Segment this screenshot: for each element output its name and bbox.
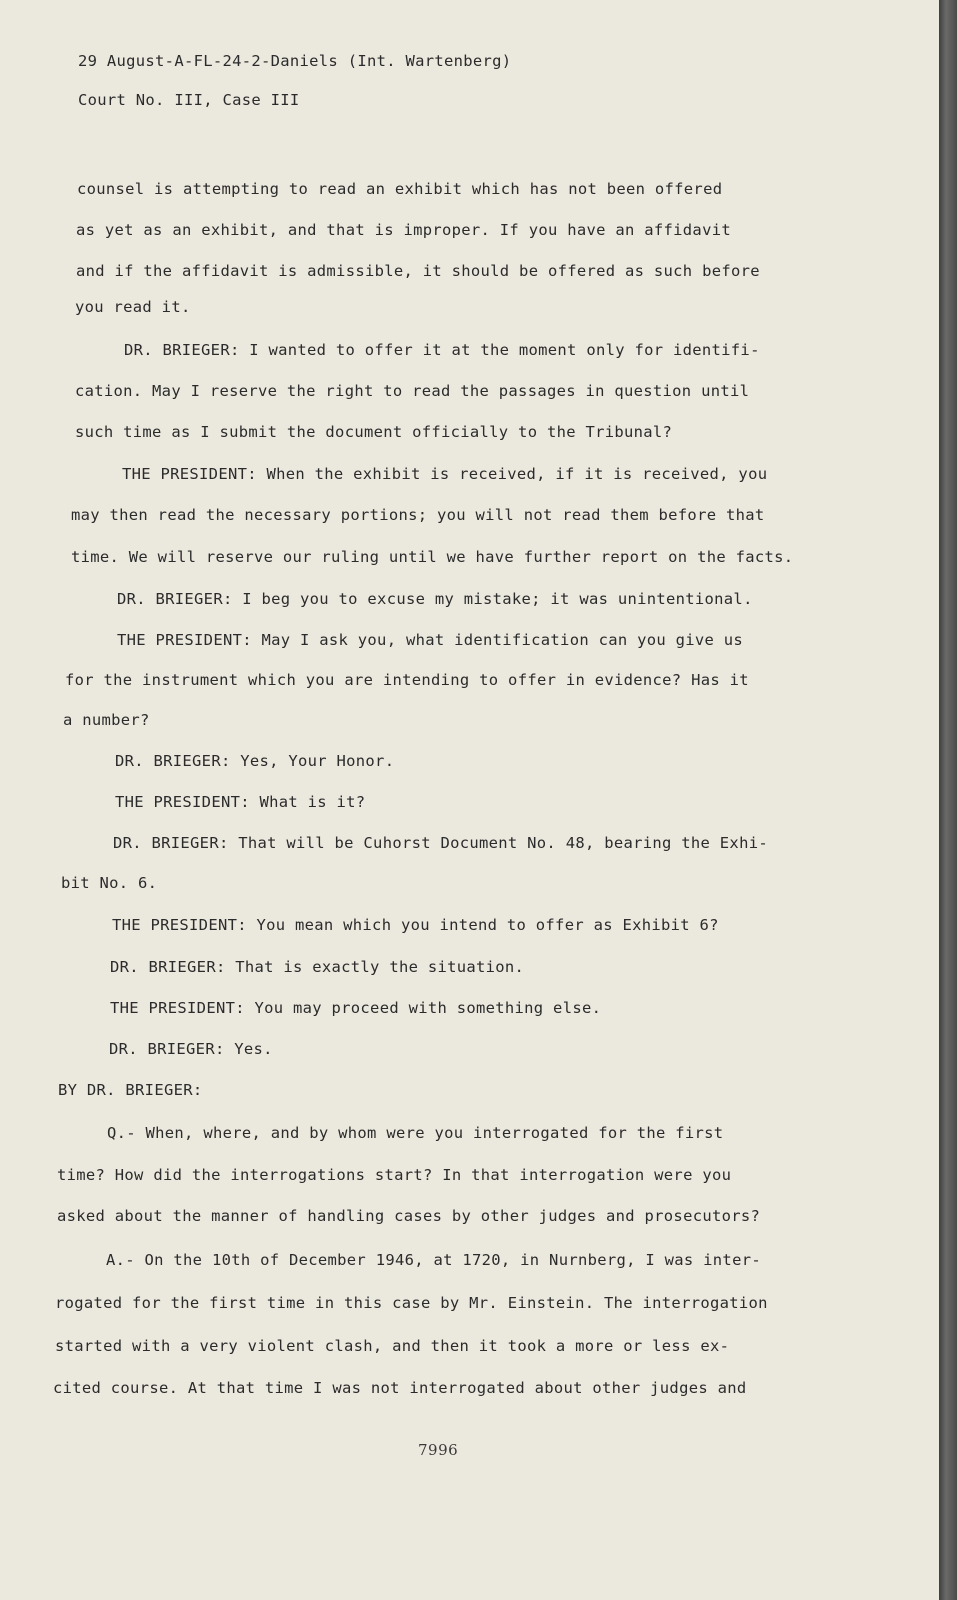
body-line: DR. BRIEGER: Yes. <box>109 1040 273 1058</box>
body-line: DR. BRIEGER: That will be Cuhorst Document No. 48, bearing the Exhi- <box>113 834 768 852</box>
scan-edge <box>939 0 957 1600</box>
body-line: DR. BRIEGER: I beg you to excuse my mistake; it was unintentional. <box>117 590 753 608</box>
body-line: THE PRESIDENT: You mean which you intend to offer as Exhibit 6? <box>112 916 719 934</box>
body-line: cation. May I reserve the right to read the passages in question until <box>75 382 750 400</box>
body-line: and if the affidavit is admissible, it should be offered as such before <box>76 262 760 280</box>
body-line: THE PRESIDENT: You may proceed with something else. <box>110 999 602 1017</box>
body-line: THE PRESIDENT: What is it? <box>115 793 366 811</box>
body-line: THE PRESIDENT: When the exhibit is received, if it is received, you <box>122 465 768 483</box>
body-line: a number? <box>63 711 150 729</box>
body-line: THE PRESIDENT: May I ask you, what identification can you give us <box>117 631 744 649</box>
body-line: bit No. 6. <box>61 874 158 892</box>
header-line-1: 29 August-A-FL-24-2-Daniels (Int. Wartenberg) <box>78 52 512 70</box>
body-line: asked about the manner of handling cases by other judges and prosecutors? <box>57 1207 761 1225</box>
body-line: cited course. At that time I was not interrogated about other judges and <box>53 1379 747 1397</box>
body-line: BY DR. BRIEGER: <box>58 1081 203 1099</box>
page-number: 7996 <box>418 1441 459 1459</box>
body-line: rogated for the first time in this case by Mr. Einstein. The interrogation <box>55 1294 768 1312</box>
body-line: A.- On the 10th of December 1946, at 1720, in Nurnberg, I was inter- <box>106 1251 761 1269</box>
body-line: you read it. <box>75 298 191 316</box>
body-line: DR. BRIEGER: I wanted to offer it at the moment only for identifi- <box>124 341 760 359</box>
body-line: for the instrument which you are intending to offer in evidence? Has it <box>65 671 749 689</box>
body-line: started with a very violent clash, and then it took a more or less ex- <box>55 1337 730 1355</box>
body-line: time? How did the interrogations start? In that interrogation were you <box>57 1166 732 1184</box>
body-line: DR. BRIEGER: That is exactly the situation. <box>110 958 525 976</box>
body-line: such time as I submit the document officially to the Tribunal? <box>75 423 673 441</box>
body-line: may then read the necessary portions; you will not read them before that <box>71 506 765 524</box>
body-line: time. We will reserve our ruling until we have further report on the facts. <box>71 548 794 566</box>
body-line: DR. BRIEGER: Yes, Your Honor. <box>115 752 395 770</box>
body-line: Q.- When, where, and by whom were you interrogated for the first <box>107 1124 724 1142</box>
header-line-2: Court No. III, Case III <box>78 91 300 109</box>
body-line: counsel is attempting to read an exhibit which has not been offered <box>77 180 723 198</box>
body-line: as yet as an exhibit, and that is improper. If you have an affidavit <box>76 221 731 239</box>
